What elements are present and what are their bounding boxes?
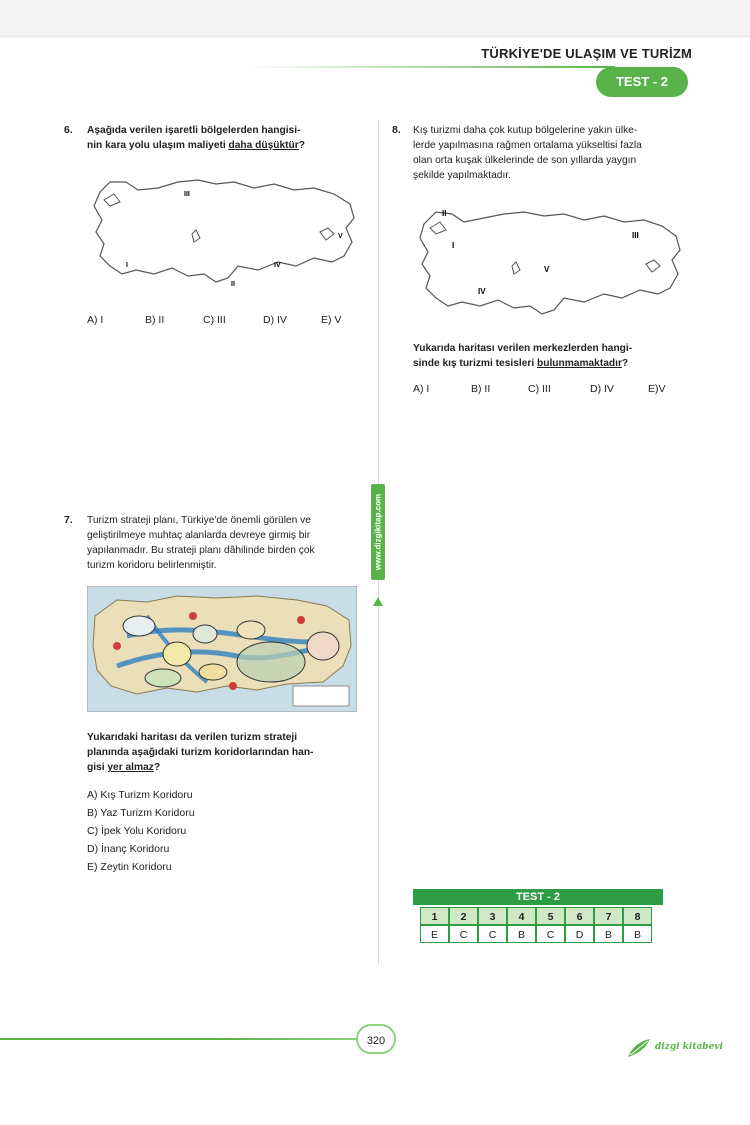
q7-option-c[interactable]: C) İpek Yolu Koridoru	[87, 825, 187, 837]
q6-line2	[87, 138, 305, 153]
q8-map-lake	[512, 262, 520, 274]
q7-underlined: yer almaz	[107, 762, 154, 773]
answer-key-number: 7	[594, 907, 623, 925]
q7-line4: turizm koridoru belirlenmiştir.	[87, 560, 217, 571]
q8-option-a[interactable]: A) I	[413, 383, 430, 395]
q7-region-2	[163, 642, 191, 666]
sidebar-url: www.dizgikitap.com	[373, 493, 383, 571]
q8-option-e[interactable]: E)V	[648, 383, 666, 395]
q8-line1: Kış turizmi daha çok kutup bölgelerine yakın ülke-	[413, 125, 638, 136]
q8-label-v: V	[544, 265, 550, 274]
answer-key-letter: B	[507, 925, 536, 943]
q7-region-6	[237, 642, 305, 682]
chapter-title: TÜRKİYE'DE ULAŞIM VE TURİZM	[481, 46, 692, 61]
q6-map-outline	[94, 180, 354, 282]
q7-question-line3	[87, 760, 313, 775]
answer-key-letter: B	[623, 925, 652, 943]
q6-label-iii: III	[184, 191, 190, 198]
q7-region-1	[123, 616, 155, 636]
q8-question-line1: Yukarıda haritası verilen merkezlerden hangi-	[413, 343, 633, 354]
q7-map-legend	[293, 686, 349, 706]
q8-label-iv: IV	[478, 287, 486, 296]
answer-key-letter: C	[536, 925, 565, 943]
q8-line4: şekilde yapılmaktadır.	[413, 170, 511, 181]
q8-option-c[interactable]: C) III	[528, 383, 551, 395]
q7-line2: geliştirilmeye muhtaç alanlarda devreye girmiş bir	[87, 530, 311, 541]
answer-key-letter: C	[449, 925, 478, 943]
q7-option-e[interactable]: E) Zeytin Koridoru	[87, 861, 172, 873]
publisher-name: dizgi kitabevi	[655, 1042, 723, 1052]
q6-number: 6.	[64, 124, 73, 136]
q6-option-c[interactable]: C) III	[203, 314, 226, 326]
q6-label-ii: II	[231, 281, 235, 288]
q8-map-thrace	[430, 222, 446, 234]
q8-line2: lerde yapılmasına rağmen ortalama yükseltisi fazla	[413, 140, 642, 151]
triangle-marker-icon	[373, 597, 383, 606]
q6-line1: Aşağıda verilen işaretli bölgelerden hangisi-	[87, 125, 301, 136]
q7-question-pre: gisi	[87, 762, 108, 773]
q8-question-post: ?	[621, 358, 629, 369]
q6-option-d[interactable]: D) IV	[263, 314, 287, 326]
q7-option-a[interactable]: A) Kış Turizm Koridoru	[87, 789, 193, 801]
answer-key-title: TEST - 2	[413, 889, 663, 905]
q8-line3: olan orta kuşak ülkelerinde de son yıllarda yaygın	[413, 155, 637, 166]
q7-region-7	[307, 632, 339, 660]
q6-line2-post: ?	[298, 140, 305, 151]
answer-key-number: 8	[623, 907, 652, 925]
answer-key-number: 3	[478, 907, 507, 925]
answer-key-number: 1	[420, 907, 449, 925]
q6-line2-pre: nin kara yolu ulaşım maliyeti	[87, 140, 229, 151]
q7-option-b[interactable]: B) Yaz Turizm Koridoru	[87, 807, 195, 819]
q7-region-4	[145, 669, 181, 687]
q7-point-3	[229, 682, 237, 690]
q6-map-lake-van	[320, 228, 334, 240]
q7-question	[87, 730, 313, 775]
q7-point-4	[297, 616, 305, 624]
q6-label-iv: IV	[274, 262, 281, 269]
sidebar-url-tab	[371, 484, 385, 580]
top-band	[0, 0, 750, 37]
q7-point-2	[189, 612, 197, 620]
q6-option-e[interactable]: E) V	[321, 314, 342, 326]
answer-key-letter: B	[594, 925, 623, 943]
q8-map-outline	[420, 212, 680, 314]
q7-point-1	[113, 642, 121, 650]
publisher-leaf-icon	[626, 1035, 652, 1059]
q8-map-lake-van	[646, 260, 660, 272]
q6-text	[87, 123, 305, 153]
q7-line1: Turizm strateji planı, Türkiye'de önemli görülen ve	[87, 515, 311, 526]
answer-key-number: 5	[536, 907, 565, 925]
q7-option-d[interactable]: D) İnanç Koridoru	[87, 843, 170, 855]
q8-underlined: bulunmamaktadır	[537, 358, 622, 369]
q6-option-b[interactable]: B) II	[145, 314, 165, 326]
q8-label-iii: III	[632, 231, 639, 240]
answer-key-letter: C	[478, 925, 507, 943]
footer-rule	[0, 1038, 362, 1040]
q6-option-a[interactable]: A) I	[87, 314, 104, 326]
q7-options	[87, 786, 195, 876]
q6-map-thrace	[104, 194, 120, 206]
q6-turkey-map	[88, 170, 358, 292]
q8-option-b[interactable]: B) II	[471, 383, 491, 395]
q7-question-line1: Yukarıdaki haritası da verilen turizm strateji	[87, 732, 298, 743]
answer-key-number: 2	[449, 907, 478, 925]
answer-key-letter: D	[565, 925, 594, 943]
answer-key-number: 6	[565, 907, 594, 925]
test-badge: TEST - 2	[596, 67, 688, 97]
q6-map-lake	[192, 230, 200, 242]
q7-text	[87, 513, 315, 573]
q6-underlined: daha düşüktür	[228, 140, 299, 151]
q8-text	[413, 123, 642, 183]
q6-label-i: I	[126, 262, 128, 269]
q7-region-8	[237, 621, 265, 639]
q7-tourism-corridor-map	[87, 586, 357, 712]
q7-line3: yapılanmadır. Bu strateji planı dâhilinde birden çok	[87, 545, 315, 556]
page-number: 320	[356, 1024, 396, 1054]
q8-question	[413, 341, 632, 371]
q7-number: 7.	[64, 514, 73, 526]
q8-label-i: I	[452, 241, 455, 250]
q8-turkey-map	[412, 204, 688, 320]
q7-region-3	[193, 625, 217, 643]
answer-key-letter: E	[420, 925, 449, 943]
q8-question-line2	[413, 356, 632, 371]
q8-label-ii: II	[442, 209, 447, 218]
q7-region-5	[199, 664, 227, 680]
q6-label-v: V	[338, 233, 343, 240]
q8-number: 8.	[392, 124, 401, 136]
answer-key-number: 4	[507, 907, 536, 925]
q7-question-line2: planında aşağıdaki turizm koridorlarından han-	[87, 747, 314, 758]
q7-question-post: ?	[153, 762, 161, 773]
q8-question-pre: sinde kış turizmi tesisleri	[413, 358, 537, 369]
q8-option-d[interactable]: D) IV	[590, 383, 614, 395]
header-rule	[245, 66, 615, 68]
